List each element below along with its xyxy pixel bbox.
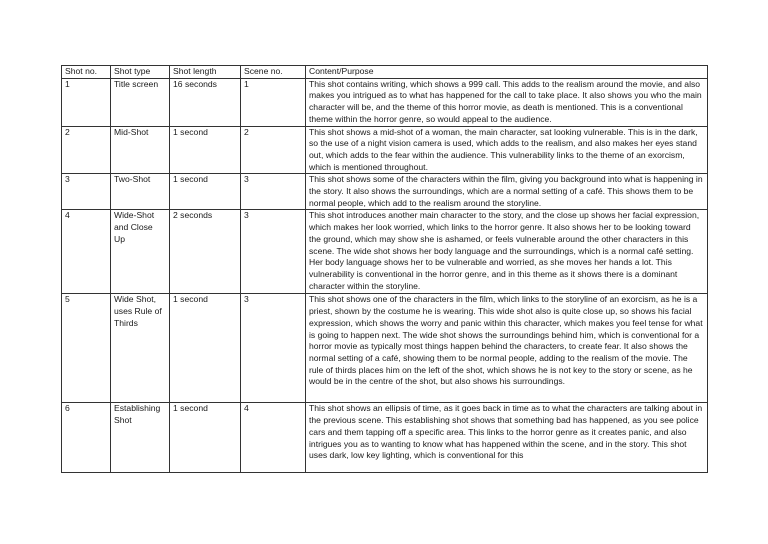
- header-row: [62, 66, 708, 79]
- cell-content: This shot shows some of the characters within the film, giving you background into what is happening in the story. It also shows the surroundings, which are a normal setting of a café. This shows them to be normal people, which add to the realism around the storyline.: [306, 174, 708, 210]
- cell-shot-no: 5: [62, 294, 111, 403]
- cell-content: This shot shows one of the characters in the film, which links to the storyline of an exorcism, as he is a priest, shown by the costume he is wearing. This wide shot also is quite close up, so shows his facial expression, which shows the worry and panic within this character, which makes you feel tense for what is going to happen next. The wide shot shows the surroundings behind him, which is conventional for a horror movie as typically most things happen behind the characters, to create fear. It also shows the normal setting of a café, showing them to be normal people, adding to the realism of the movie. The rule of thirds places him on the left of the shot, which shows he is not key to the story or scene, as he would be in the centre of the shot, but also shows his surroundings.: [306, 294, 708, 403]
- cell-scene-no: 3: [241, 294, 306, 403]
- cell-shot-no: 3: [62, 174, 111, 210]
- table-row: [62, 126, 708, 174]
- table-row: [62, 294, 708, 403]
- table-row: [62, 78, 708, 126]
- cell-shot-type: Wide-Shot and Close Up: [111, 210, 170, 294]
- cell-shot-length: 1 second: [170, 174, 241, 210]
- cell-shot-type: Wide Shot, uses Rule of Thirds: [111, 294, 170, 403]
- cell-content: This shot introduces another main character to the story, and the close up shows her facial expression, which makes her look worried, which links to the horror genre. It also shows her to be looking toward the ground, which may show she is ashamed, or feels vulnerable around the other characters in this scene. The wide shot shows her body language and the surroundings, which is a normal café setting. Her body language shows her to be vulnerable and worried, as she moves her hands a lot. This vulnerability is conventional in the horror genre, and in this theme as it shows there is a dominant character within the storyline.: [306, 210, 708, 294]
- cell-content: This shot shows a mid-shot of a woman, the main character, sat looking vulnerable. This is in the dark, so the use of a night vision camera is used, which adds to the realism, and also makes her eyes stand out, which adds to the fear within the audience. This vulnerability links to the theme of an exorcism, which is mentioned throughout.: [306, 126, 708, 174]
- cell-scene-no: 1: [241, 78, 306, 126]
- cell-scene-no: 3: [241, 174, 306, 210]
- table-row: [62, 210, 708, 294]
- cell-content: This shot contains writing, which shows a 999 call. This adds to the realism around the movie, and also makes you intrigued as to what has happened for the call to take place. It also shows you who the main character will be, and the theme of this horror movie, as death is mentioned. This is a conventional theme within the horror genre, so would appeal to the audience.: [306, 78, 708, 126]
- cell-shot-no: 6: [62, 403, 111, 473]
- header-content-purpose: Content/Purpose: [306, 66, 708, 79]
- cell-shot-type: Mid-Shot: [111, 126, 170, 174]
- cell-shot-type: Establishing Shot: [111, 403, 170, 473]
- cell-scene-no: 2: [241, 126, 306, 174]
- cell-shot-length: 1 second: [170, 126, 241, 174]
- cell-shot-no: 2: [62, 126, 111, 174]
- cell-shot-length: 1 second: [170, 294, 241, 403]
- header-shot-no: Shot no.: [62, 66, 111, 79]
- table-row: [62, 174, 708, 210]
- cell-shot-no: 1: [62, 78, 111, 126]
- header-shot-type: Shot type: [111, 66, 170, 79]
- cell-shot-length: 2 seconds: [170, 210, 241, 294]
- header-scene-no: Scene no.: [241, 66, 306, 79]
- cell-content: This shot shows an ellipsis of time, as it goes back in time as to what the characters are talking about in the previous scene. This establishing shot shows that something bad has happened, as you see police cars and them tapping off a specific area. This links to the horror genre as it creates panic, and also intrigues you as to wanting to know what has happened within the scene, and in the story. This shot uses dark, low key lighting, which is conventional for this: [306, 403, 708, 473]
- cell-shot-length: 16 seconds: [170, 78, 241, 126]
- header-shot-length: Shot length: [170, 66, 241, 79]
- table-row: [62, 403, 708, 473]
- cell-shot-type: Title screen: [111, 78, 170, 126]
- cell-shot-type: Two-Shot: [111, 174, 170, 210]
- cell-scene-no: 4: [241, 403, 306, 473]
- cell-shot-no: 4: [62, 210, 111, 294]
- shot-list-table: [61, 65, 708, 473]
- cell-shot-length: 1 second: [170, 403, 241, 473]
- cell-scene-no: 3: [241, 210, 306, 294]
